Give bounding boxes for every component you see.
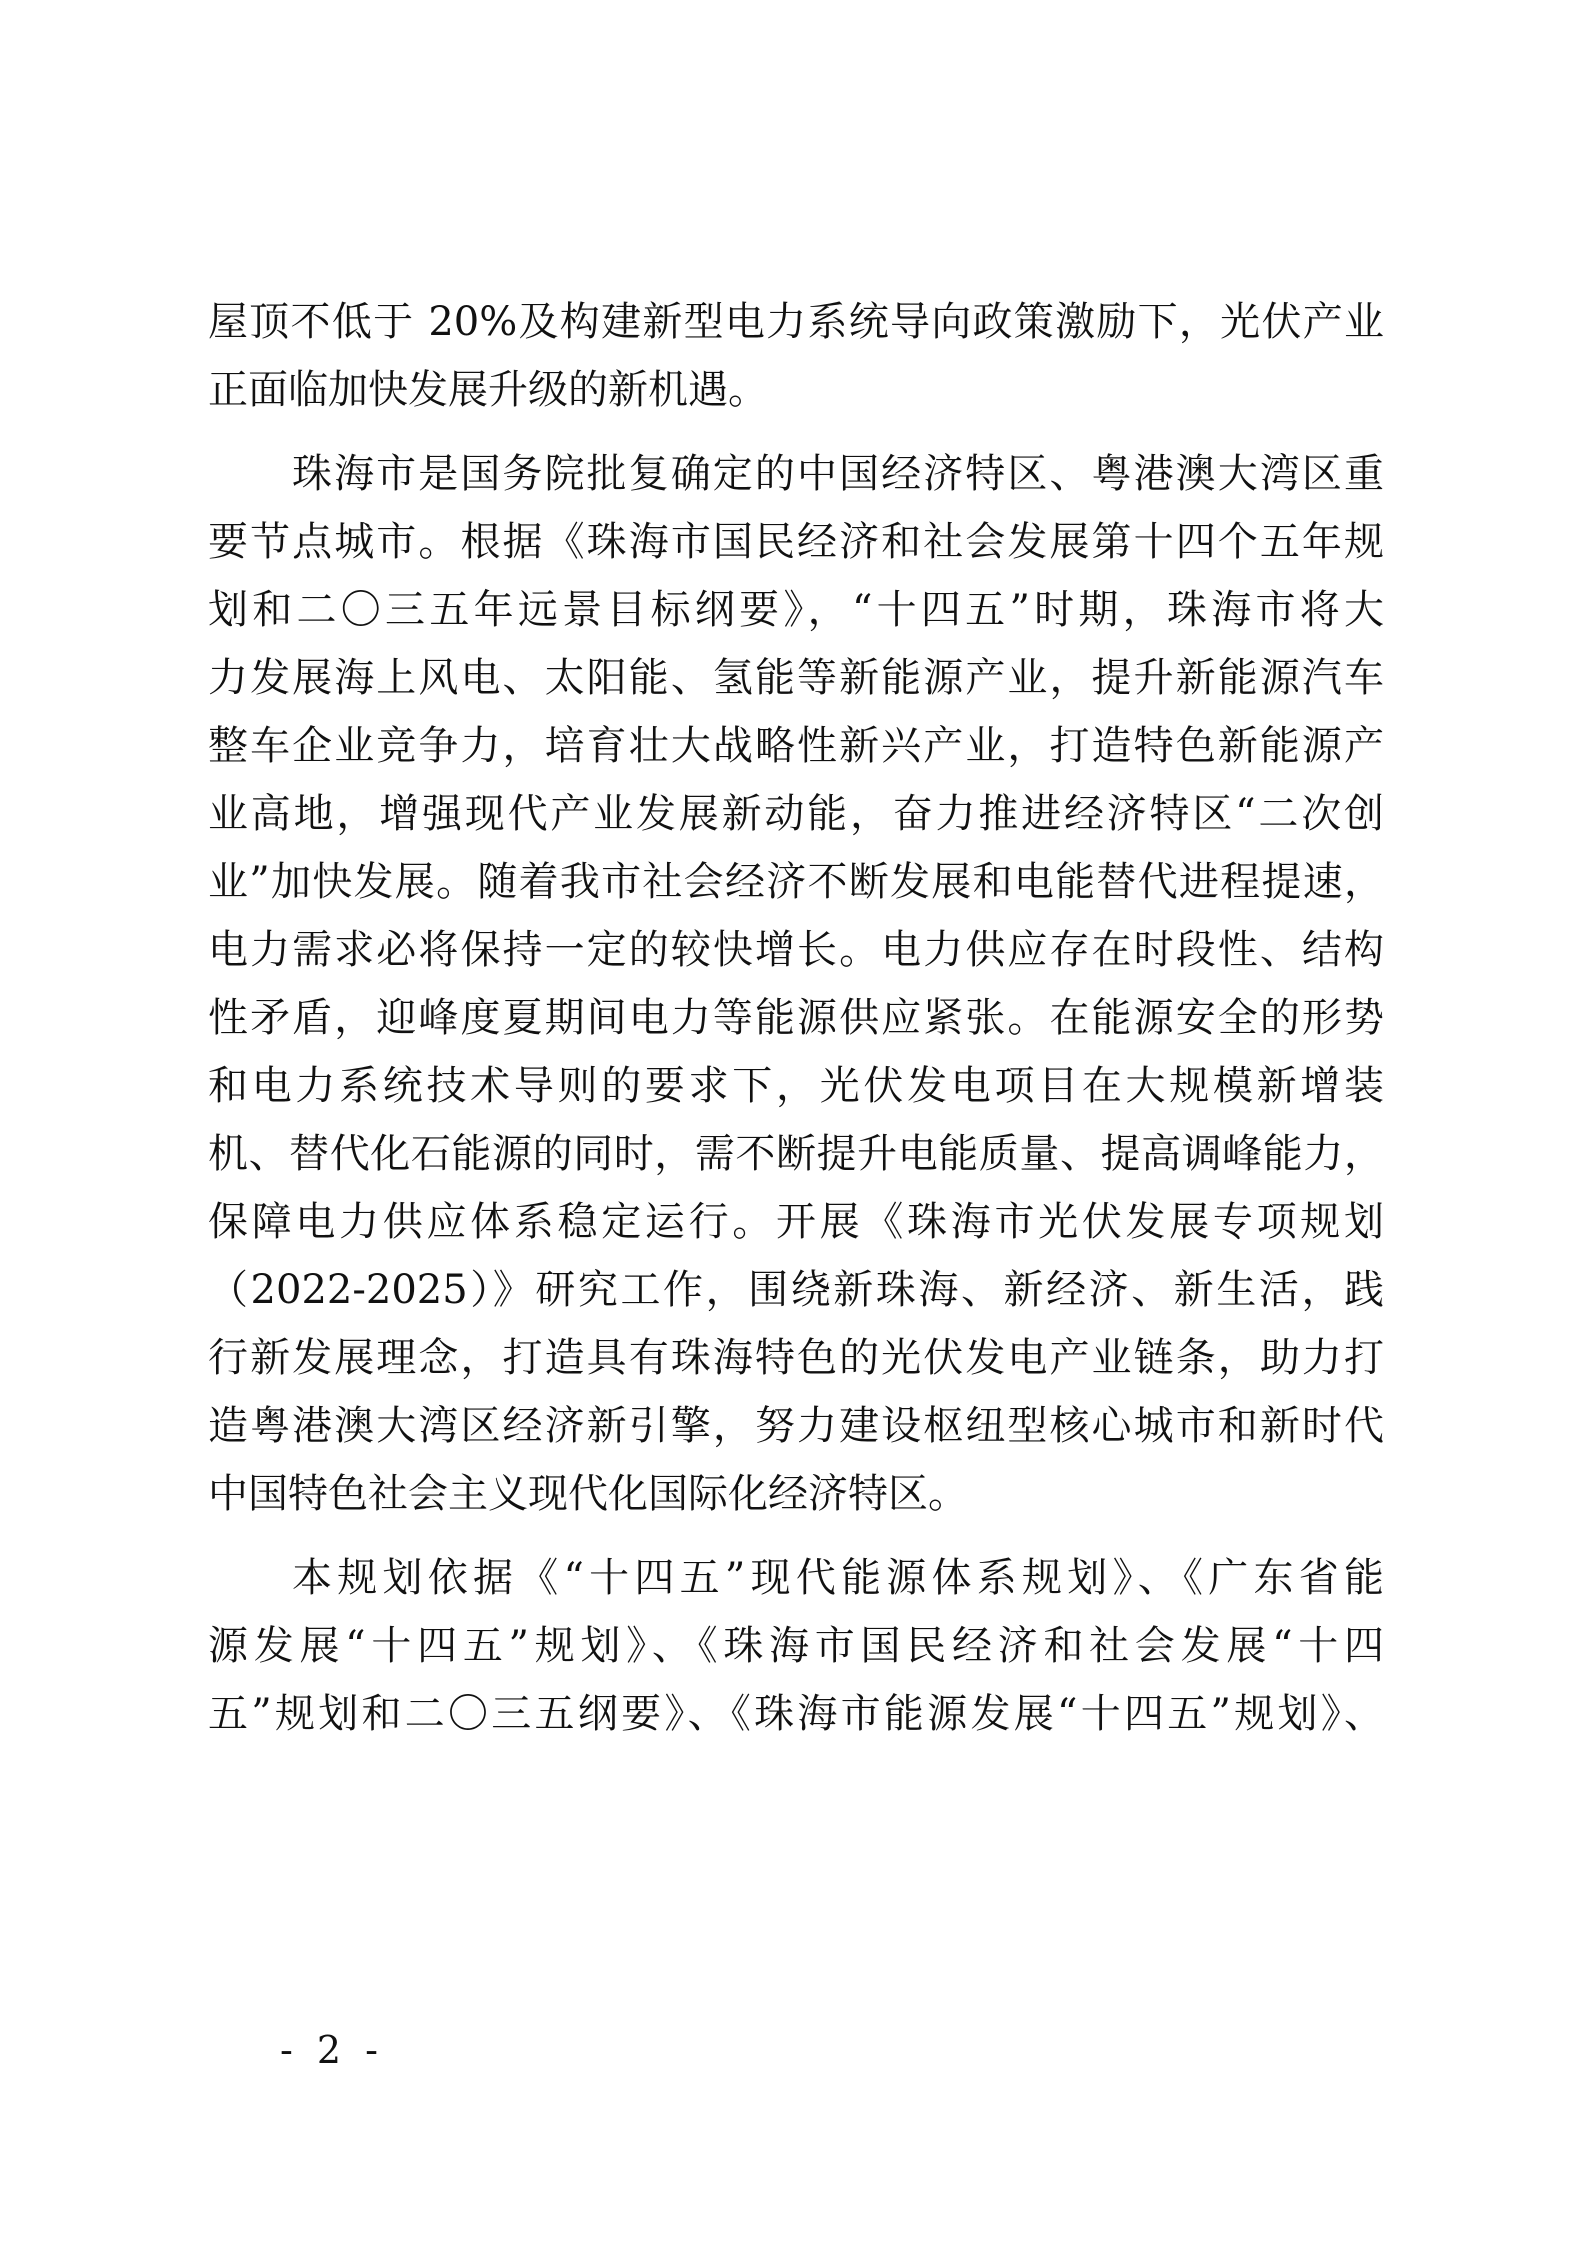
paragraph-2-line-5: 整车企业竞争力，培育壮大战略性新兴产业，打造特色新能源产 xyxy=(208,723,1384,769)
page-number: - 2 - xyxy=(280,2028,385,2072)
paragraph-2-line-15: 造粤港澳大湾区经济新引擎，努力建设枢纽型核心城市和新时代 xyxy=(208,1403,1384,1449)
paragraph-1-line-2: 正面临加快发展升级的新机遇。 xyxy=(208,367,768,413)
paragraph-3-line-3: 五”规划和二〇三五纲要》、《珠海市能源发展“十四五”规划》、 xyxy=(208,1691,1384,1737)
paragraph-2-line-13: （2022-2025）》研究工作，围绕新珠海、新经济、新生活，践 xyxy=(208,1267,1384,1313)
paragraph-2-line-9: 性矛盾，迎峰度夏期间电力等能源供应紧张。在能源安全的形势 xyxy=(208,995,1384,1041)
paragraph-2-line-7: 业”加快发展。随着我市社会经济不断发展和电能替代进程提速， xyxy=(208,859,1384,905)
paragraph-2-line-4: 力发展海上风电、太阳能、氢能等新能源产业，提升新能源汽车 xyxy=(208,655,1384,701)
paragraph-2-line-2: 要节点城市。根据《珠海市国民经济和社会发展第十四个五年规 xyxy=(208,519,1384,565)
paragraph-2-line-12: 保障电力供应体系稳定运行。开展《珠海市光伏发展专项规划 xyxy=(208,1199,1384,1245)
paragraph-2-line-16: 中国特色社会主义现代化国际化经济特区。 xyxy=(208,1471,968,1517)
paragraph-2-line-3: 划和二〇三五年远景目标纲要》，“十四五”时期，珠海市将大 xyxy=(208,587,1384,633)
body-text xyxy=(208,288,1384,1748)
paragraph-2-line-6: 业高地，增强现代产业发展新动能，奋力推进经济特区“二次创 xyxy=(208,791,1384,837)
paragraph-3-line-2: 源发展“十四五”规划》、《珠海市国民经济和社会发展“十四 xyxy=(208,1623,1384,1669)
paragraph-2-line-14: 行新发展理念，打造具有珠海特色的光伏发电产业链条，助力打 xyxy=(208,1335,1384,1381)
paragraph-3-line-1: 本规划依据《“十四五”现代能源体系规划》、《广东省能 xyxy=(292,1555,1384,1601)
paragraph-2-line-8: 电力需求必将保持一定的较快增长。电力供应存在时段性、结构 xyxy=(208,927,1384,973)
paragraph-2-line-10: 和电力系统技术导则的要求下，光伏发电项目在大规模新增装 xyxy=(208,1063,1384,1109)
paragraph-2-line-11: 机、替代化石能源的同时，需不断提升电能质量、提高调峰能力， xyxy=(208,1131,1384,1177)
paragraph-1-line-1: 屋顶不低于 20%及构建新型电力系统导向政策激励下，光伏产业 xyxy=(208,299,1384,345)
paragraph-2-line-1: 珠海市是国务院批复确定的中国经济特区、粤港澳大湾区重 xyxy=(292,451,1384,497)
